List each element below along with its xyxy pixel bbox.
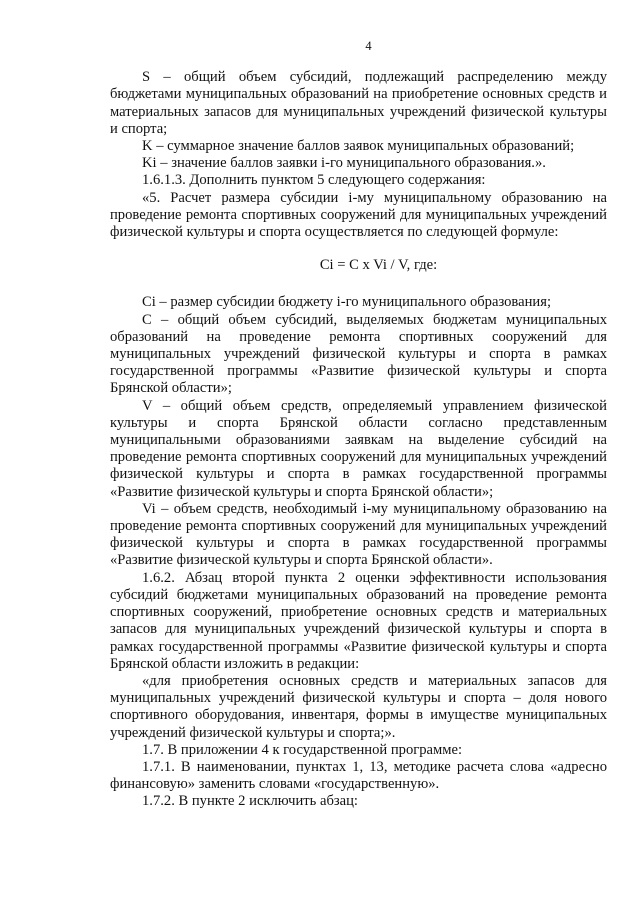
formula: Ci = C x Vi / V, где: bbox=[319, 257, 438, 274]
paragraph-1-7: 1.7. В приложении 4 к государственной программе: bbox=[142, 741, 463, 758]
paragraph-ci-definition: Ci – размер субсидии бюджету i-го муниципального образования; bbox=[142, 294, 551, 311]
paragraph-1-7-1: 1.7.1. В наименовании, пунктах 1, 13, методике расчета слова «адресно финансовую» заменить словами «государственную». bbox=[110, 758, 607, 793]
paragraph-1-6-1-3: 1.6.1.3. Дополнить пунктом 5 следующего содержания: bbox=[142, 172, 486, 189]
paragraph-k-definition: K – суммарное значение баллов заявок муниципальных образований; bbox=[142, 138, 575, 155]
paragraph-1-7-2: 1.7.2. В пункте 2 исключить абзац: bbox=[142, 793, 358, 810]
paragraph-c-definition: C – общий объем субсидий, выделяемых бюджетам муниципальных образований на проведение ремонта спортивных сооружений для муниципальных учреждений физической культуры и спорта в рамках государственной программы «Развитие физической культуры и спорта Брянской области»; bbox=[110, 311, 607, 397]
paragraph-vi-definition: Vi – объем средств, необходимый i-му муниципальному образованию на проведение ремонта спортивных сооружений для муниципальных учреждений физической культуры и спорта в рамках государственной программы «Развитие физической культуры и спорта Брянской области». bbox=[110, 500, 607, 569]
paragraph-quote-acquisition: «для приобретения основных средств и материальных запасов для муниципальных учреждений физической культуры и спорта – доля нового спортивного оборудования, инвентаря, формы в имуществе муниципальных учреждений физической культуры и спорта;». bbox=[110, 672, 607, 741]
paragraph-point-5: «5. Расчет размера субсидии i-му муниципальному образованию на проведение ремонта спортивных сооружений для муниципальных учреждений физической культуры и спорта осуществляется по следующей формуле: bbox=[110, 189, 607, 241]
paragraph-v-definition: V – общий объем средств, определяемый управлением физической культуры и спорта Брянской области согласно представленным муниципальными образованиями заявкам на выделение субсидий на проведение ремонта спортивных сооружений для муниципальных учреждений физической культуры и спорта в рамках государственной программы «Развитие физической культуры и спорта Брянской области»; bbox=[110, 397, 607, 500]
paragraph-s-definition: S – общий объем субсидий, подлежащий распределению между бюджетами муниципальных образований на приобретение основных средств и материальных запасов для муниципальных учреждений физической культуры и спорта; bbox=[110, 69, 607, 137]
paragraph-ki-definition: Ki – значение баллов заявки i-го муниципального образования.». bbox=[142, 155, 546, 172]
page-number: 4 bbox=[365, 39, 372, 53]
paragraph-1-6-2: 1.6.2. Абзац второй пункта 2 оценки эффективности использования субсидий бюджетами муниципальных образований на проведение ремонта спортивных сооружений, приобретение основных средств и материальных запасов для муниципальных учреждений физической культуры и спорта в рамках государственной программы «Развитие физической культуры и спорта Брянской области изложить в редакции: bbox=[110, 569, 607, 672]
